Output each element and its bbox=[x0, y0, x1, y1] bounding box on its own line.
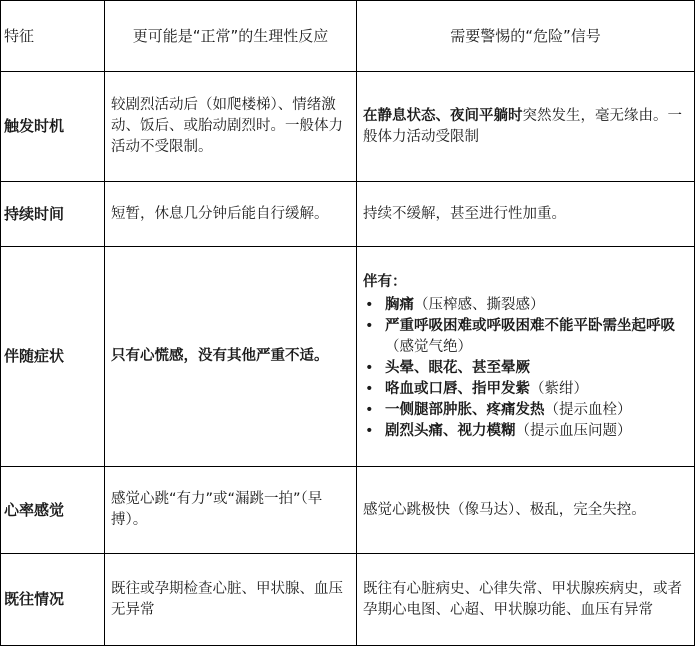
table-row bbox=[1, 467, 695, 554]
symptom-note: （感觉气绝） bbox=[385, 338, 472, 355]
feature-cell: 触发时机 bbox=[1, 72, 105, 182]
header-normal: 更可能是“正常”的生理性反应 bbox=[105, 1, 357, 72]
feature-cell: 持续时间 bbox=[1, 182, 105, 247]
symptom-note: （提示血压问题） bbox=[515, 422, 632, 439]
list-item bbox=[363, 358, 688, 379]
list-item bbox=[363, 400, 688, 421]
normal-cell: 短暂，休息几分钟后能自行缓解。 bbox=[105, 182, 357, 247]
table-row bbox=[1, 72, 695, 182]
danger-symptom-list bbox=[363, 295, 688, 442]
symptom-name: 胸痛 bbox=[385, 296, 414, 313]
list-item bbox=[363, 379, 688, 400]
table-row bbox=[1, 247, 695, 467]
normal-cell: 既往或孕期检查心脏、甲状腺、血压无异常 bbox=[105, 554, 357, 646]
header-feature: 特征 bbox=[1, 1, 105, 72]
feature-cell: 既往情况 bbox=[1, 554, 105, 646]
danger-text: 突然发生，毫无缘由。一般体力活动受限制 bbox=[363, 107, 682, 145]
danger-list-title: 伴有： bbox=[363, 273, 407, 290]
danger-cell bbox=[357, 247, 695, 467]
table-row bbox=[1, 182, 695, 247]
danger-emphasis: 在静息状态、夜间平躺时 bbox=[363, 107, 523, 124]
danger-cell: 既往有心脏病史、心律失常、甲状腺疾病史，或者孕期心电图、心超、甲状腺功能、血压有异常 bbox=[357, 554, 695, 646]
normal-cell: 感觉心跳“有力”或“漏跳一拍”（早搏）。 bbox=[105, 467, 357, 554]
header-row bbox=[1, 1, 695, 72]
list-item bbox=[363, 421, 688, 442]
symptom-name: 严重呼吸困难或呼吸困难不能平卧需坐起呼吸 bbox=[385, 317, 675, 334]
feature-cell: 心率感觉 bbox=[1, 467, 105, 554]
symptom-name: 咯血或口唇、指甲发紫 bbox=[385, 380, 530, 397]
list-item bbox=[363, 316, 688, 358]
symptom-name: 剧烈头痛、视力模糊 bbox=[385, 422, 516, 439]
feature-cell: 伴随症状 bbox=[1, 247, 105, 467]
symptom-name: 一侧腿部肿胀、疼痛发热 bbox=[385, 401, 545, 418]
danger-cell: 感觉心跳极快（像马达）、极乱，完全失控。 bbox=[357, 467, 695, 554]
symptom-name: 头晕、眼花、甚至晕厥 bbox=[385, 359, 530, 376]
table-row bbox=[1, 554, 695, 646]
normal-cell: 较剧烈活动后（如爬楼梯）、情绪激动、饭后、或胎动剧烈时。一般体力活动不受限制。 bbox=[105, 72, 357, 182]
danger-cell bbox=[357, 72, 695, 182]
symptom-note: （压榨感、撕裂感） bbox=[414, 296, 545, 313]
symptom-note: （紫绀） bbox=[530, 380, 588, 397]
header-danger: 需要警惕的“危险”信号 bbox=[357, 1, 695, 72]
danger-cell: 持续不缓解，甚至进行性加重。 bbox=[357, 182, 695, 247]
normal-cell: 只有心慌感，没有其他严重不适。 bbox=[105, 247, 357, 467]
symptom-note: （提示血栓） bbox=[544, 401, 632, 418]
list-item bbox=[363, 295, 688, 316]
